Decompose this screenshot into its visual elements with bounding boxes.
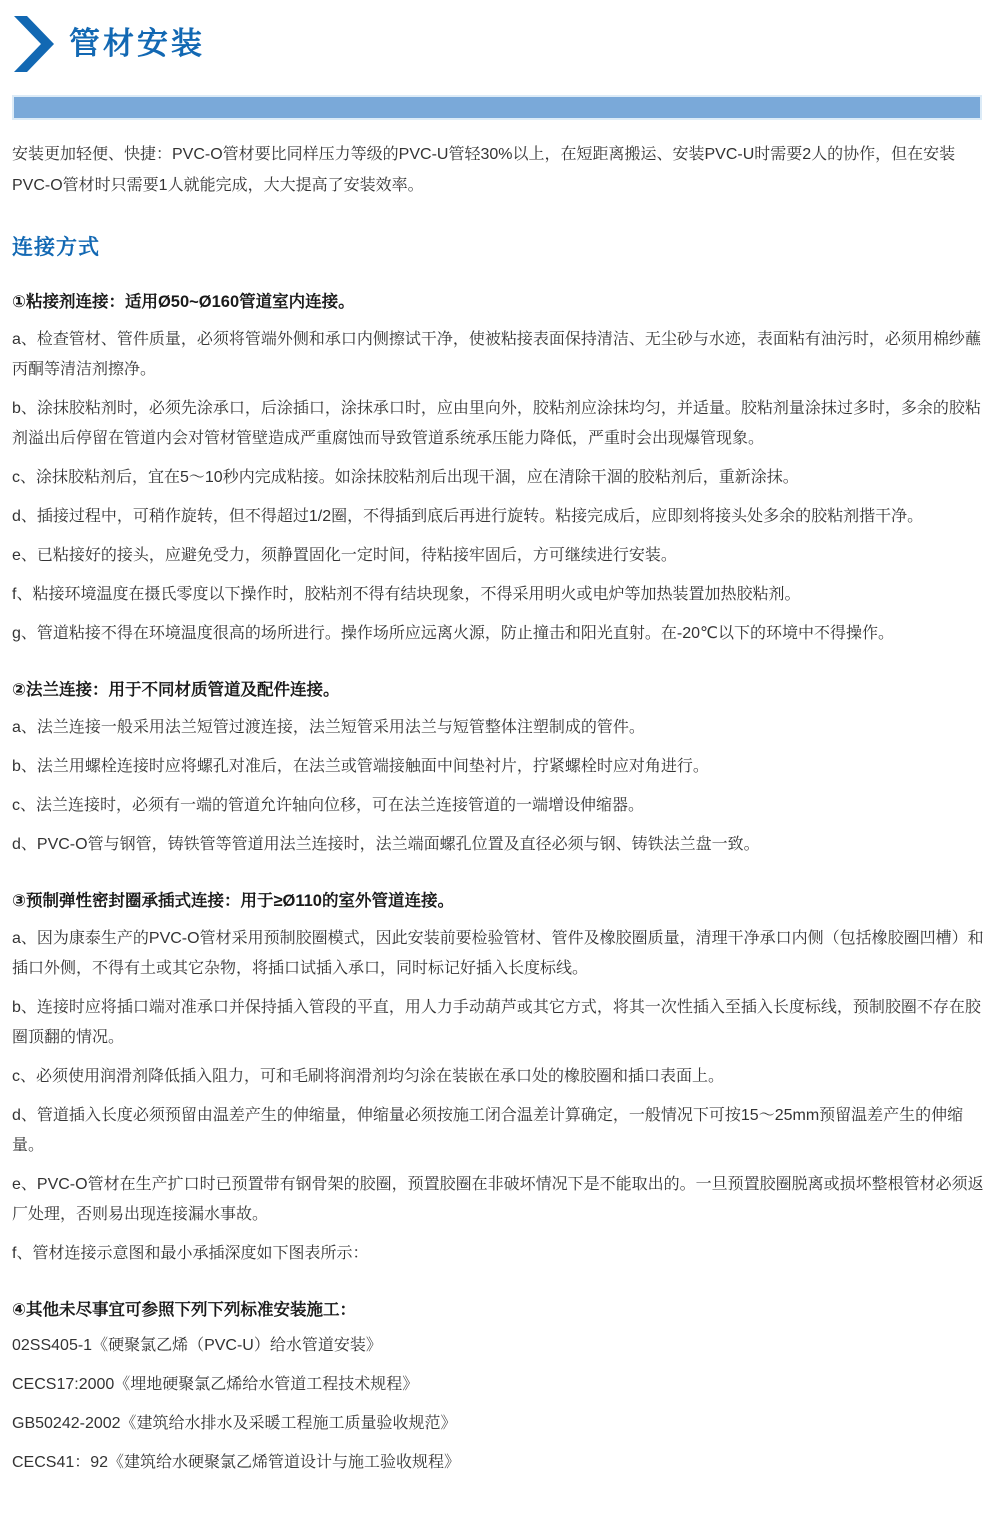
subsection-heading: ①粘接剂连接：适用Ø50~Ø160管道室内连接。	[12, 293, 355, 311]
subsection-heading: ④其他未尽事宜可参照下列下列标准安装施工：	[12, 1301, 356, 1319]
standard-reference: CECS17:2000《埋地硬聚氯乙烯给水管道工程技术规程》	[12, 1376, 419, 1393]
subsection-adhesive-connection	[12, 289, 988, 649]
list-item: a、检查管材、管件质量，必须将管端外侧和承口内侧擦试干净，使被粘接表面保持清洁、无尘砂与水迹，表面粘有油污时，必须用棉纱蘸丙酮等清洁剂擦净。	[12, 331, 981, 378]
divider-bar	[12, 95, 982, 120]
chevron-right-icon	[14, 16, 56, 72]
list-item: f、管材连接示意图和最小承插深度如下图表所示：	[12, 1245, 369, 1262]
list-item: e、PVC-O管材在生产扩口时已预置带有钢骨架的胶圈，预置胶圈在非破坏情况下是不能取出的。一旦预置胶圈脱离或损坏整根管材必须返厂处理，否则易出现连接漏水事故。	[12, 1176, 984, 1223]
list-item: b、法兰用螺栓连接时应将螺孔对准后，在法兰或管端接触面中间垫衬片，拧紧螺栓时应对角进行。	[12, 758, 709, 775]
page-header	[12, 0, 988, 72]
list-item: e、已粘接好的接头，应避免受力，须静置固化一定时间，待粘接牢固后，方可继续进行安装。	[12, 547, 677, 564]
list-item: d、管道插入长度必须预留由温差产生的伸缩量，伸缩量必须按施工闭合温差计算确定，一般情况下可按15～25mm预留温差产生的伸缩量。	[12, 1107, 964, 1154]
list-item: a、法兰连接一般采用法兰短管过渡连接，法兰短管采用法兰与短管整体注塑制成的管件。	[12, 719, 645, 736]
standard-reference: CECS41：92《建筑给水硬聚氯乙烯管道设计与施工验收规程》	[12, 1454, 461, 1471]
standard-reference: GB50242-2002《建筑给水排水及采暖工程施工质量验收规范》	[12, 1415, 457, 1432]
list-item: d、插接过程中，可稍作旋转，但不得超过1/2圈，不得插到底后再进行旋转。粘接完成后，应即刻将接头处多余的胶粘剂揩干净。	[12, 508, 924, 525]
list-item: a、因为康泰生产的PVC-O管材采用预制胶圈模式，因此安装前要检验管材、管件及橡胶圈质量，清理干净承口内侧（包括橡胶圈凹槽）和插口外侧，不得有土或其它杂物，将插口试插入承口，同时标记好插入长度标线。	[12, 930, 984, 977]
list-item: c、必须使用润滑剂降低插入阻力，可和毛刷将润滑剂均匀涂在装嵌在承口处的橡胶圈和插口表面上。	[12, 1068, 725, 1085]
subsection-other-standards	[12, 1297, 988, 1476]
list-item: b、涂抹胶粘剂时，必须先涂承口，后涂插口，涂抹承口时，应由里向外，胶粘剂应涂抹均匀，并适量。胶粘剂量涂抹过多时，多余的胶粘剂溢出后停留在管道内会对管材管壁造成严重腐蚀而导致管道系统承压能力降低，严重时会出现爆管现象。	[12, 400, 981, 447]
list-item: g、管道粘接不得在环境温度很高的场所进行。操作场所应远离火源，防止撞击和阳光直射。在-20℃以下的环境中不得操作。	[12, 625, 894, 642]
list-item: c、涂抹胶粘剂后，宜在5～10秒内完成粘接。如涂抹胶粘剂后出现干涸，应在清除干涸的胶粘剂后，重新涂抹。	[12, 469, 799, 486]
list-item: d、PVC-O管与钢管，铸铁管等管道用法兰连接时，法兰端面螺孔位置及直径必须与钢、铸铁法兰盘一致。	[12, 836, 760, 853]
subsection-flange-connection	[12, 677, 988, 860]
subsection-seal-ring-socket-connection	[12, 888, 988, 1269]
subsection-heading: ③预制弹性密封圈承插式连接：用于≥Ø110的室外管道连接。	[12, 892, 454, 910]
list-item: f、粘接环境温度在摄氏零度以下操作时，胶粘剂不得有结块现象，不得采用明火或电炉等加热装置加热胶粘剂。	[12, 586, 801, 603]
page-title: 管材安装	[69, 26, 205, 62]
list-item: c、法兰连接时，必须有一端的管道允许轴向位移，可在法兰连接管道的一端增设伸缩器。	[12, 797, 645, 814]
list-item: b、连接时应将插口端对准承口并保持插入管段的平直，用人力手动葫芦或其它方式，将其一次性插入至插入长度标线，预制胶圈不存在胶圈顶翻的情况。	[12, 999, 981, 1046]
subsection-heading: ②法兰连接：用于不同材质管道及配件连接。	[12, 681, 340, 699]
intro-paragraph: 安装更加轻便、快捷：PVC-O管材要比同样压力等级的PVC-U管轻30%以上，在短距离搬运、安装PVC-U时需要2人的协作，但在安装PVC-O管材时只需要1人就能完成，大大提高了安装效率。	[12, 146, 956, 194]
standard-reference: 02SS405-1《硬聚氯乙烯（PVC-U）给水管道安装》	[12, 1337, 382, 1354]
section-heading-connection-methods: 连接方式	[12, 236, 100, 259]
